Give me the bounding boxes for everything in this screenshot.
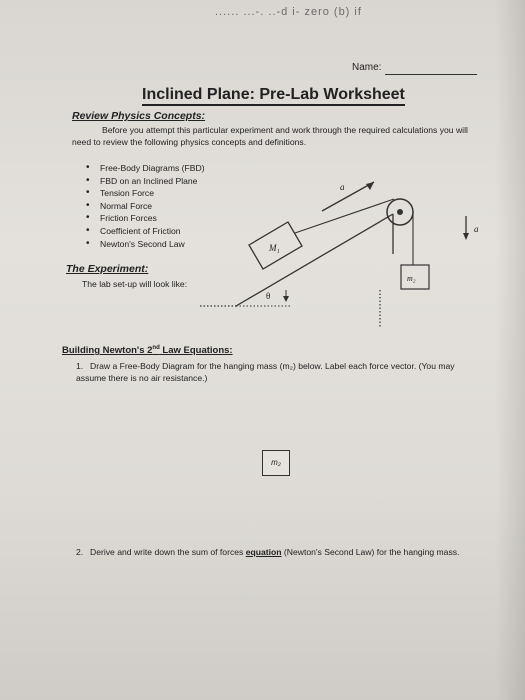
list-item: • Free-Body Diagrams (FBD) bbox=[86, 162, 205, 175]
list-item: • Newton's Second Law bbox=[86, 238, 205, 251]
string-to-pulley bbox=[295, 199, 394, 233]
question-2-number: 2. bbox=[76, 547, 84, 557]
incline-accel-label: a bbox=[340, 182, 345, 192]
question-1-text: Draw a Free-Body Diagram for the hanging mass (m₂) below. Label each force vector. (You may assume there is no air resistance.) bbox=[76, 361, 455, 383]
equation-keyword: equation bbox=[245, 547, 282, 557]
review-heading: Review Physics Concepts: bbox=[72, 110, 206, 122]
incline-accel-arrow bbox=[322, 182, 374, 211]
experiment-text: The lab set-up will look like: bbox=[82, 279, 188, 289]
list-item: • Coefficient of Friction bbox=[86, 225, 205, 238]
angle-arrowhead bbox=[283, 296, 289, 302]
list-item: • FBD on an Inclined Plane bbox=[86, 175, 205, 188]
list-item: • Normal Force bbox=[86, 200, 205, 213]
page-title: Inclined Plane: Pre-Lab Worksheet bbox=[142, 86, 405, 106]
mass2-label: m₂ bbox=[407, 274, 416, 283]
pulley-axle bbox=[397, 209, 403, 215]
question-1-number: 1. bbox=[76, 361, 84, 371]
question-2: 2. Derive and write down the sum of forces equation (Newton's Second Law) for the hanging mass. bbox=[76, 547, 460, 557]
bleed-through-text: ...... ...-. ..-d i- zero (b) if bbox=[215, 6, 362, 18]
name-label: Name: bbox=[352, 62, 382, 73]
experiment-heading: The Experiment: bbox=[66, 263, 149, 275]
vertical-accel-arrowhead bbox=[463, 233, 469, 240]
fbd-mass2-box[interactable]: m₂ bbox=[262, 450, 290, 476]
question-1 bbox=[76, 360, 486, 384]
list-item: • Tension Force bbox=[86, 187, 205, 200]
mass1-label: M₁ bbox=[269, 243, 280, 253]
newton-heading: Building Newton's 2nd Law Equations: bbox=[62, 345, 233, 357]
vertical-accel-label: a bbox=[474, 224, 479, 234]
list-item: • Friction Forces bbox=[86, 212, 205, 225]
angle-label: θ bbox=[266, 291, 271, 301]
review-paragraph: Before you attempt this particular experiment and work through the required calculations you will need to review the following physics concepts and definitions. bbox=[72, 125, 468, 147]
